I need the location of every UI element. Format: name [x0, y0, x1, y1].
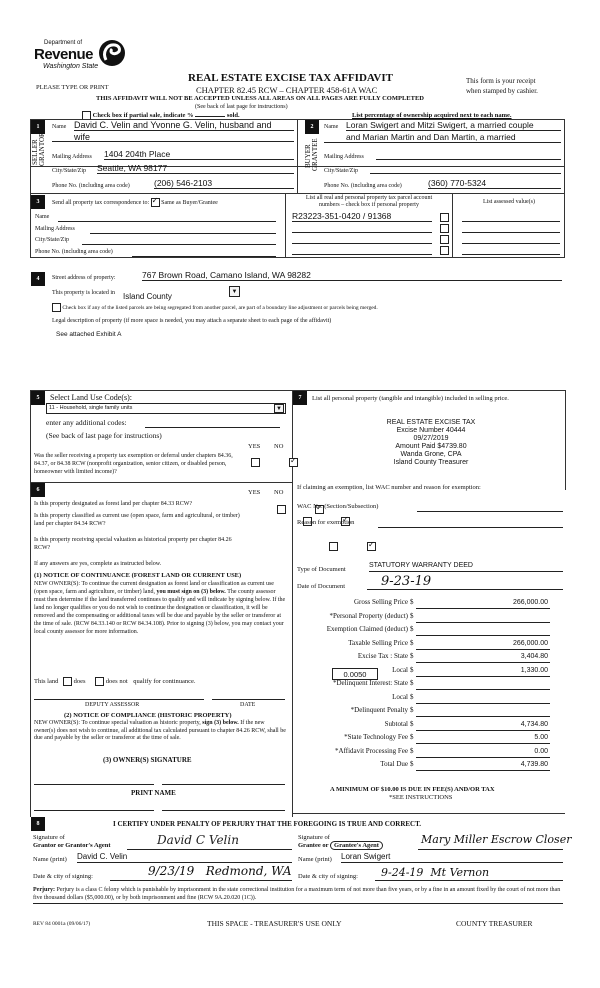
treasurer-use-note: THIS SPACE - TREASURER'S USE ONLY — [207, 919, 342, 928]
owner-signature-title: (3) OWNER(S) SIGNATURE — [103, 756, 192, 764]
seller-name-label: Name — [52, 124, 67, 130]
dollar-sign: $ — [410, 679, 414, 687]
buyer-name-line2: and Marian Martin and Dan Martin, a married — [346, 132, 516, 142]
grantor-date-field[interactable]: 9/23/19 Redmond, WA — [110, 864, 292, 881]
grantee-signature-label — [298, 834, 383, 850]
calc-line — [416, 662, 550, 663]
owner-signature-line-1[interactable] — [34, 784, 154, 785]
treasurer-stamp — [356, 419, 506, 467]
continuance-row — [34, 677, 196, 686]
buyer-name-label: Name — [324, 124, 339, 130]
seller-mailing-field[interactable]: 1404 204th Place — [104, 149, 294, 160]
calc-label: Local — [392, 665, 408, 674]
calc-label: Gross Selling Price — [353, 598, 408, 606]
exemption-claim-label: If claiming an exemption, list WAC number and reason for exemption: — [297, 484, 481, 491]
buyer-name-field-2[interactable] — [324, 132, 561, 143]
dollar-sign: $ — [410, 733, 414, 741]
notice1-part1: NEW OWNER(S): To continue the current designation as forest land or classification as current use (open space, farm and agriculture, or timber) land, — [34, 581, 274, 595]
parcel-row — [292, 234, 562, 245]
historical-no-checkbox[interactable] — [367, 542, 376, 551]
does-not-label: does not — [105, 677, 128, 685]
partial-sale-label: Check box if partial sale, indicate % — [92, 111, 194, 119]
section-5-number: 5 — [31, 391, 45, 405]
forest-land-question: Is this property designated as forest land per chapter 84.33 RCW? — [34, 501, 193, 507]
exemption-question: Was the seller receiving a property tax exemption or deferral under chapters 84.36, 84.37, or 84.38 RCW (nonprofit organization, senior citizen, or disabled person, homeowner with limited income)? — [34, 453, 233, 475]
grantor-signature-field[interactable]: David C Velin — [127, 833, 292, 850]
personal-property-checkbox[interactable] — [440, 246, 449, 255]
receipt-note-1: This form is your receipt — [466, 77, 536, 85]
personal-property-checkbox[interactable] — [440, 213, 449, 222]
calc-value-field[interactable]: 266,000.00 — [512, 639, 548, 647]
form-number: REV 84 0001a (09/06/17) — [33, 921, 91, 927]
calc-row — [300, 598, 550, 610]
section-8-number: 8 — [31, 817, 45, 831]
personal-property-checkbox[interactable] — [440, 224, 449, 233]
calc-line — [416, 743, 550, 744]
reason-label: Reason for exemption — [297, 519, 355, 526]
calc-line — [416, 676, 550, 677]
calc-label: Total Due — [380, 760, 408, 768]
seller-name-line1: David C. Velin and Yvonne G. Velin, husband and — [74, 120, 272, 130]
notice2-part1: NEW OWNER(S): To continue special valuation as historic property, — [34, 720, 203, 726]
deputy-assessor-label: DEPUTY ASSESSOR — [85, 702, 140, 708]
section-4-number: 4 — [31, 272, 45, 286]
send-correspondence-row — [52, 198, 218, 207]
buyer-city-field[interactable] — [370, 163, 561, 174]
corr-mailing-field[interactable] — [90, 226, 276, 234]
certify-statement: I CERTIFY UNDER PENALTY OF PERJURY THAT THE FOREGOING IS TRUE AND CORRECT. — [113, 820, 422, 828]
corr-name-field[interactable] — [58, 214, 276, 222]
divider — [297, 119, 298, 167]
calc-line — [416, 757, 550, 758]
seller-city-label: City/State/Zip — [52, 168, 86, 174]
grantee-name-label: Name (print) — [298, 856, 332, 863]
segregated-label: Check box if any of the listed parcels are being segregated from another parcel, are part of a boundary line adjustment or parcels being merged. — [62, 304, 378, 311]
buyer-grantee-label — [304, 138, 319, 171]
street-address-label: Street address of property: — [52, 275, 116, 281]
calc-row — [300, 747, 550, 759]
grantor-sig-label-2: Grantor or Grantor's Agent — [33, 842, 111, 849]
calc-label: *Personal Property (deduct) — [329, 611, 408, 620]
seller-label: SELLER — [31, 139, 39, 165]
perjury-text: Perjury is a class C felony which is punishable by imprisonment in the state correctional institution for a maximum term of not more than five years, or by a fine in an amount fixed by the court of not more than five thousand dollars ($5,000.00), or by both imprisonment and fine (RCW 9A.20.020 (1C)). — [33, 887, 561, 901]
section-6-number: 6 — [31, 483, 45, 497]
personal-property-label: List all personal property (tangible and intangible) included in selling price. — [312, 395, 509, 402]
grantor-name-label: Name (print) — [33, 856, 67, 863]
dollar-sign: $ — [410, 638, 414, 647]
doc-type-field[interactable]: STATUTORY WARRANTY DEED — [369, 562, 563, 572]
exemption-no-checkbox[interactable] — [289, 458, 298, 467]
doc-date-field[interactable]: 9-23-19 — [367, 574, 563, 590]
calc-value-field[interactable]: 5.00 — [534, 734, 548, 741]
receipt-note-2: when stamped by cashier. — [466, 87, 538, 95]
stamp-line: Excise Number 40444 — [396, 427, 466, 434]
seller-name-field[interactable] — [74, 120, 294, 131]
does-not-qualify-checkbox[interactable] — [95, 677, 104, 686]
calc-label: *Delinquent Interest: State — [332, 679, 408, 687]
grantee-date-field[interactable]: 9-24-19 Mt Vernon — [375, 866, 563, 881]
calc-value-field[interactable]: 4,734.80 — [520, 720, 548, 728]
calc-label: *State Technology Fee — [344, 733, 408, 741]
divider — [292, 813, 565, 814]
dollar-sign: $ — [410, 706, 414, 714]
seller-city-field[interactable]: Seattle, WA 98177 — [97, 163, 294, 174]
calc-row — [300, 733, 550, 745]
street-address-field[interactable]: 767 Brown Road, Camano Island, WA 98282 — [142, 270, 562, 281]
no-header: NO — [274, 489, 284, 496]
exemption-yes-checkbox[interactable] — [251, 458, 260, 467]
assessed-value-field[interactable] — [462, 234, 560, 244]
reason-field[interactable] — [378, 520, 563, 528]
doc-date-label: Date of Document — [297, 583, 346, 590]
parcel-row — [292, 223, 562, 234]
seller-mailing-label: Mailing Address — [52, 154, 92, 160]
parcel-header-line2: numbers – check box if personal property — [319, 202, 419, 208]
corr-phone-field[interactable] — [132, 249, 276, 257]
yes-header: YES — [248, 443, 261, 450]
parcel-number-field[interactable] — [292, 234, 432, 244]
grantees-agent-label: Grantee's Agent — [330, 841, 383, 850]
assessed-value-field[interactable] — [462, 245, 560, 255]
calc-label: *Delinquent Penalty — [350, 706, 408, 714]
grantee-sig-label-1: Signature of — [298, 834, 330, 841]
calc-row — [300, 706, 550, 718]
calc-label: Subtotal — [384, 719, 408, 728]
local-rate-box[interactable]: 0.0050 — [332, 668, 378, 680]
calc-value-field[interactable]: 266,000.00 — [512, 599, 548, 606]
chevron-down-icon[interactable]: ▼ — [229, 286, 240, 297]
dollar-sign: $ — [410, 760, 414, 768]
grantee-signature-field[interactable]: Mary Miller Escrow Closer — [418, 833, 563, 850]
buyer-phone-label: Phone No. (including area code) — [324, 183, 402, 189]
grantor-sig-label-1: Signature of — [33, 834, 65, 841]
section-2-number: 2 — [305, 120, 319, 134]
calc-value-field[interactable]: 1,330.00 — [520, 666, 548, 674]
county-value: Island County — [123, 292, 172, 301]
does-qualify-checkbox[interactable] — [63, 677, 72, 686]
dollar-sign: $ — [410, 746, 414, 755]
divider — [565, 390, 566, 490]
corr-city-label: City/State/Zip — [35, 237, 69, 243]
calc-row — [300, 693, 550, 705]
print-name-line-2[interactable] — [162, 810, 285, 811]
calc-label: *Affidavit Processing Fee — [335, 746, 408, 755]
print-name-line-1[interactable] — [34, 810, 154, 811]
logo-line2: Revenue — [34, 46, 94, 63]
dollar-sign: $ — [410, 625, 414, 633]
land-use-value: 11 - Household, single family units — [49, 405, 133, 411]
ownership-note: List percentage of ownership acquired next to each name. — [352, 112, 512, 119]
grantee-name-field[interactable]: Loran Swigert — [341, 852, 563, 863]
grantor-signature-label — [33, 834, 111, 850]
assessed-value-field[interactable] — [462, 211, 560, 222]
calc-row — [300, 679, 550, 691]
notice1-part2: The county assessor must then determine if the land transferred continues to qualify and will indicate by signing below. If the land no longer qualifies or you do not wish to continue the designation or classification, it will be removed and the compensating or additional taxes will be due and payable by the seller or transferor at the time of sale. (RCW 84.33.140 or RCW 84.34.108). Prior to signing (3) below, you may contact your local county assessor for more information. — [34, 589, 286, 635]
date-label: DATE — [240, 702, 256, 708]
notice2-bold: sign (3) below. — [202, 720, 239, 726]
section-7-number: 7 — [293, 391, 307, 405]
divider — [285, 194, 286, 258]
stamp-line: Amount Paid $4739.80 — [395, 443, 467, 450]
calc-label: Taxable Selling Price — [348, 638, 408, 647]
grantee-sig-label-2 — [298, 842, 383, 850]
same-as-buyer-checkbox[interactable] — [151, 198, 160, 207]
county-select[interactable] — [123, 286, 243, 301]
seller-name-field-2[interactable] — [52, 132, 294, 142]
calc-line — [416, 635, 550, 636]
section5-see-back: (See back of last page for instructions) — [46, 431, 162, 440]
form-title: REAL ESTATE EXCISE TAX AFFIDAVIT — [188, 72, 393, 84]
dollar-sign: $ — [410, 665, 414, 674]
notice-compliance-text — [34, 720, 286, 743]
calc-label: Exemption Claimed (deduct) — [326, 625, 408, 633]
assessed-value-field[interactable] — [462, 223, 560, 233]
buyer-mailing-field[interactable] — [376, 149, 561, 160]
deputy-assessor-signature-line[interactable] — [34, 699, 204, 700]
dollar-sign: $ — [410, 692, 414, 701]
calc-line — [416, 622, 550, 623]
section-1-number: 1 — [31, 120, 45, 134]
buyer-name-line1: Loran Swigert and Mitzi Swigert, a married couple — [346, 120, 534, 130]
qualify-label: qualify for continuance. — [133, 677, 196, 685]
stamp-line: Island County Treasurer — [393, 459, 469, 466]
buyer-label: BUYER — [304, 144, 312, 168]
parcel-row — [292, 211, 562, 222]
yes-header: YES — [248, 489, 261, 496]
calc-row — [300, 720, 550, 732]
notice1-bold: you must sign on (3) below. — [156, 589, 226, 595]
calc-value-field[interactable]: 4,739.80 — [520, 761, 548, 768]
parcel-number-field[interactable] — [292, 223, 432, 233]
parcel-header — [287, 195, 451, 209]
logo-line3: Washington State — [43, 63, 99, 70]
parcel-header-line1: List all real and personal property tax parcel account — [305, 195, 433, 201]
calc-row — [300, 760, 550, 772]
assessor-date-line[interactable] — [212, 699, 285, 700]
calc-value-field[interactable]: 3,404.80 — [520, 653, 548, 660]
see-instructions-note: *SEE INSTRUCTIONS — [389, 794, 453, 801]
owner-signature-line-2[interactable] — [162, 784, 285, 785]
does-label: does — [73, 677, 86, 685]
segregated-row — [52, 303, 378, 312]
calc-row — [300, 639, 550, 651]
this-land-label: This land — [34, 677, 59, 685]
seller-grantor-label — [31, 132, 46, 166]
land-use-select[interactable] — [46, 403, 286, 414]
doc-type-label: Type of Document — [297, 566, 346, 573]
calc-line — [416, 608, 550, 609]
grantee-or-label: Grantee or — [298, 842, 329, 849]
notice2-part2: If the new owner(s) does not wish to continue, all additional tax calculated pursuant to chapter 84.26 RCW, shall be due and payable by the seller or transferor at the time of sale. — [34, 720, 286, 741]
stamp-line: REAL ESTATE EXCISE TAX — [386, 419, 476, 426]
divider — [297, 166, 298, 194]
chevron-down-icon[interactable]: ▼ — [274, 404, 284, 413]
grantee-date-label: Date & city of signing: — [298, 873, 358, 880]
acceptance-warning: THIS AFFIDAVIT WILL NOT BE ACCEPTED UNLESS ALL AREAS ON ALL PAGES ARE FULLY COMPLETED — [96, 95, 424, 102]
personal-property-checkbox[interactable] — [440, 235, 449, 244]
dor-logo — [34, 38, 134, 78]
buyer-name-field[interactable] — [346, 120, 561, 131]
stamp-line: Wanda Grone, CPA — [400, 451, 462, 458]
corr-phone-label: Phone No. (including area code) — [35, 249, 113, 255]
logo-line1: Department of — [44, 40, 83, 46]
notice-compliance-title: (2) NOTICE OF COMPLIANCE (HISTORIC PROPERTY) — [64, 712, 232, 719]
divider — [30, 482, 31, 817]
legal-description-value[interactable]: See attached Exhibit A — [56, 331, 122, 338]
corr-city-field[interactable] — [82, 237, 276, 245]
assessed-header: List assessed value(s) — [483, 199, 535, 205]
additional-codes-label: enter any additional codes: — [46, 418, 127, 427]
calc-line — [416, 689, 550, 690]
wac-field[interactable] — [417, 504, 563, 512]
parcel-number-field[interactable]: R23223-351-0420 / 91368 — [292, 211, 432, 222]
notice-continuance-text — [34, 580, 286, 636]
partial-sale-sold: sold. — [226, 111, 240, 119]
calc-line — [416, 716, 550, 717]
calc-line — [416, 649, 550, 650]
county-treasurer-label: COUNTY TREASURER — [456, 919, 533, 928]
dollar-sign: $ — [410, 598, 414, 606]
calc-line — [416, 703, 550, 704]
same-as-buyer-label: Same as Buyer/Grantee — [161, 199, 218, 206]
dollar-sign: $ — [410, 719, 414, 728]
forest-land-yes-checkbox[interactable] — [277, 505, 286, 514]
dollar-sign: $ — [410, 652, 414, 660]
seller-phone-field[interactable]: (206) 546-2103 — [154, 178, 294, 189]
partial-sale-input[interactable] — [195, 116, 225, 117]
see-back-note: (See back of last page for instructions) — [195, 104, 288, 110]
parcel-row — [292, 245, 562, 256]
minimum-note: A MINIMUM OF $10.00 IS DUE IN FEE(S) AND/OR TAX — [330, 786, 495, 793]
notice-continuance-title: (1) NOTICE OF CONTINUANCE (FOREST LAND OR CURRENT USE) — [34, 572, 242, 579]
dor-swirl-icon — [97, 38, 127, 68]
calc-label: Local — [392, 692, 408, 701]
print-name-label: PRINT NAME — [131, 789, 176, 797]
parcel-number-field[interactable] — [292, 245, 432, 255]
calc-label: Excise Tax : State — [357, 652, 408, 660]
land-use-label: Select Land Use Code(s): — [50, 393, 132, 402]
segregated-checkbox[interactable] — [52, 303, 61, 312]
calc-row — [300, 652, 550, 664]
dollar-sign: $ — [410, 611, 414, 620]
please-type-note: PLEASE TYPE OR PRINT — [36, 84, 109, 91]
calc-row — [300, 612, 550, 624]
divider — [292, 390, 293, 817]
legal-description-label: Legal description of property (if more space is needed, you may attach a separate sheet to each page of the affidavit) — [52, 318, 332, 324]
calc-row — [300, 625, 550, 637]
section-3-number: 3 — [31, 195, 45, 209]
corr-mailing-label: Mailing Address — [35, 226, 75, 232]
buyer-mailing-label: Mailing Address — [324, 154, 364, 160]
seller-name-line2: wife — [74, 132, 91, 142]
located-in-label: This property is located in — [52, 290, 115, 296]
divider — [30, 482, 292, 483]
seller-phone-label: Phone No. (including area code) — [52, 183, 130, 189]
perjury-notice — [33, 886, 563, 904]
form-chapter: CHAPTER 82.45 RCW – CHAPTER 458-61A WAC — [196, 85, 378, 95]
grantor-name-field[interactable]: David C. Velin — [77, 852, 292, 863]
send-correspondence-label: Send all property tax correspondence to: — [52, 199, 150, 206]
calc-value-field[interactable]: 0.00 — [534, 747, 548, 755]
calc-line — [416, 770, 550, 771]
if-yes-note: If any answers are yes, complete as instructed below. — [34, 561, 162, 567]
stamp-line: 09/27/2019 — [413, 435, 449, 442]
grantor-date-label: Date & city of signing: — [33, 873, 93, 880]
historical-question: Is this property receiving special valuation as historical property per chapter 84.26 RCW? — [34, 537, 232, 551]
buyer-phone-field[interactable]: (360) 770-5324 — [428, 178, 561, 189]
wac-label: WAC No. (Section/Subsection) — [297, 503, 379, 510]
grantor-label: GRANTOR — [38, 132, 46, 166]
additional-codes-field[interactable] — [145, 418, 280, 428]
buyer-city-label: City/State/Zip — [324, 168, 358, 174]
current-use-question: Is this property classified as current use (open space, farm and agricultural, or timber) land per chapter 84.34 RCW? — [34, 513, 240, 527]
perjury-label: Perjury: — [33, 887, 55, 893]
grantee-label: GRANTEE — [311, 138, 319, 171]
historical-yes-checkbox[interactable] — [329, 542, 338, 551]
calc-line — [416, 730, 550, 731]
no-header: NO — [274, 443, 284, 450]
corr-name-label: Name — [35, 214, 50, 220]
